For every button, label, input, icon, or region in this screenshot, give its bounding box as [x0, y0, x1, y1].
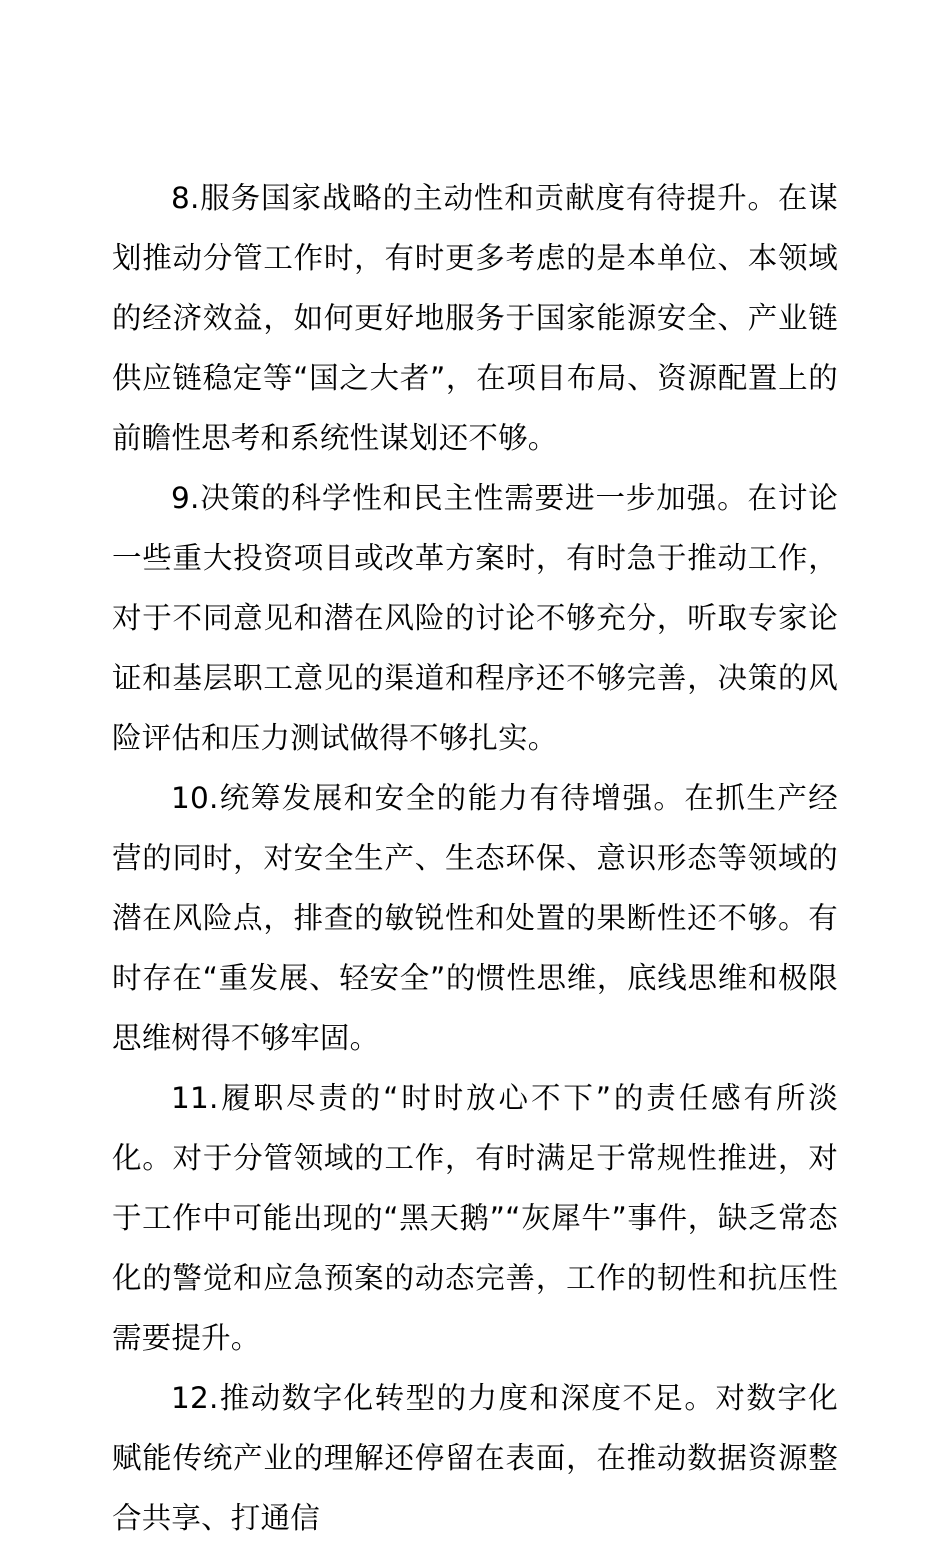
paragraph-10: 10.统筹发展和安全的能力有待增强。在抓生产经营的同时，对安全生产、生态环保、意识形态等领域的潜在风险点，排查的敏锐性和处置的果断性还不够。有时存在“重发展、轻安全”的惯性思维，底线思维和极限思维树得不够牢固。	[112, 781, 838, 1055]
paragraph-9: 9.决策的科学性和民主性需要进一步加强。在讨论一些重大投资项目或改革方案时，有时急于推动工作，对于不同意见和潜在风险的讨论不够充分，听取专家论证和基层职工意见的渠道和程序还不够完善，决策的风险评估和压力测试做得不够扎实。	[112, 481, 838, 755]
paragraph-11: 11.履职尽责的“时时放心不下”的责任感有所淡化。对于分管领域的工作，有时满足于常规性推进，对于工作中可能出现的“黑天鹅”“灰犀牛”事件，缺乏常态化的警觉和应急预案的动态完善，工作的韧性和抗压性需要提升。	[112, 1081, 838, 1355]
paragraph-12: 12.推动数字化转型的力度和深度不足。对数字化赋能传统产业的理解还停留在表面，在推动数据资源整合共享、打通信	[112, 1381, 838, 1535]
paragraph-8: 8.服务国家战略的主动性和贡献度有待提升。在谋划推动分管工作时，有时更多考虑的是本单位、本领域的经济效益，如何更好地服务于国家能源安全、产业链供应链稳定等“国之大者”，在项目布局、资源配置上的前瞻性思考和系统性谋划还不够。	[112, 181, 838, 455]
document-body	[112, 168, 838, 1548]
